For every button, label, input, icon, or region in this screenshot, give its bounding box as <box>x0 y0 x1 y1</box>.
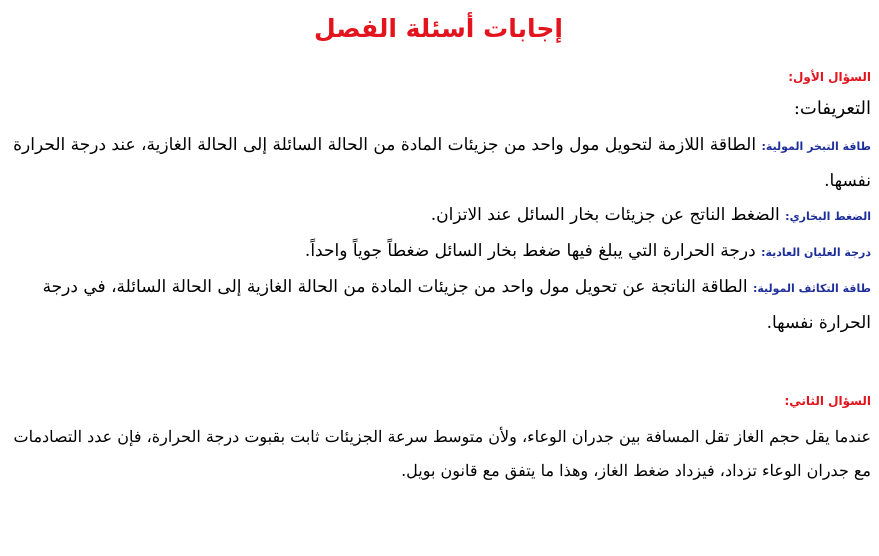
page-title: إجابات أسئلة الفصل <box>314 14 563 43</box>
question-2-answer: عندما يقل حجم الغاز تقل المسافة بين جدران الوعاء، ولأن متوسط سرعة الجزيئات ثابت بقبوت درجة الحرارة، فإن عدد التصادمات مع جدران الوعاء تزداد، فيزداد ضغط الغاز، وهذا ما يتفق مع قانون بويل. <box>13 427 871 480</box>
definition-term: الضغط البخاري: <box>785 210 871 223</box>
definition-term: طاقة التكاثف المولية: <box>752 282 871 295</box>
definition-vapor-pressure <box>6 198 871 234</box>
definition-molar-condensation <box>6 270 871 340</box>
definition-molar-vaporization <box>6 128 871 198</box>
definition-term: طاقة التبخر المولية: <box>761 140 871 153</box>
question-2-heading: السؤال الثاني: <box>784 394 871 408</box>
question-1-heading: السؤال الأول: <box>788 70 871 84</box>
definition-term: درجة الغليان العادية: <box>761 246 871 259</box>
definition-text: الطاقة الناتجة عن تحويل مول واحد من جزيئات المادة من الحالة الغازية إلى الحالة السائلة، في درجة الحرارة نفسها. <box>42 277 871 333</box>
definition-text: الطاقة اللازمة لتحويل مول واحد من جزيئات المادة من الحالة السائلة إلى الحالة الغازية، عند درجة الحرارة نفسها. <box>13 135 871 191</box>
definition-text: درجة الحرارة التي يبلغ فيها ضغط بخار السائل ضغطاً جوياً واحداً. <box>304 241 756 261</box>
definition-text: الضغط الناتج عن جزيئات بخار السائل عند الاتزان. <box>430 205 780 225</box>
definitions-title: التعريفات: <box>793 98 871 119</box>
definition-normal-boiling-point <box>6 234 871 270</box>
